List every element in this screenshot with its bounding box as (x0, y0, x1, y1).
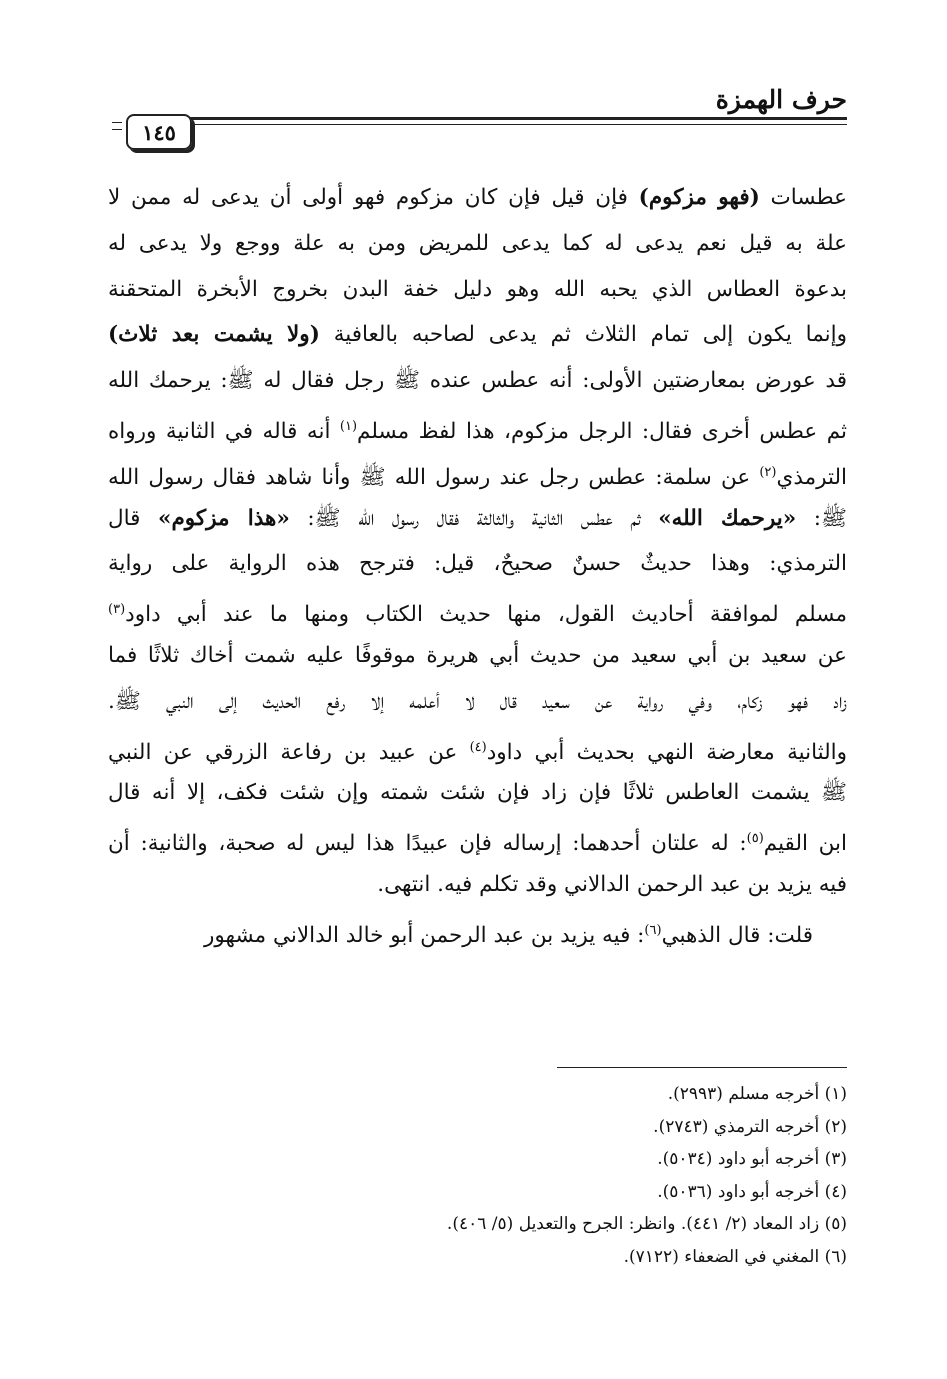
page-number: ١٤٥ (126, 114, 192, 150)
text-line (108, 312, 847, 358)
text-line (108, 450, 847, 496)
footnote-marker: (٦) (644, 922, 662, 938)
text-run: قد عورض بمعارضتين الأولى: أنه عطس عنده ﷺ رجل فقال له ﷺ: يرحمك الله (108, 368, 847, 394)
text-line (108, 862, 847, 908)
text-run: وإنما يكون إلى تمام الثلاث ثم يدعى لصاحبه بالعافية (319, 322, 847, 348)
text-run: ثم عطس أخرى فقال: الرجل مزكوم، هذا لفظ مسلم (357, 419, 847, 445)
text-run: ﷺ: (796, 505, 847, 531)
text-run: بدعوة العطاس الذي يحبه الله وهو دليل خفة البدن بخروج الأبخرة المتحقنة (108, 276, 847, 302)
text-run: زاد فهو زكام، وفي رواية عن سعيد قال لا أعلمه إلا رفع الحديث إلى النبي ﷺ. (108, 688, 847, 714)
header-rule-thick-line (190, 117, 847, 120)
footnote: (٣) أخرجه أبو داود (٥٠٣٤). (657, 1149, 847, 1169)
footnotes (108, 1078, 847, 1273)
text-line (108, 679, 847, 725)
footnote: (١) أخرجه مسلم (٢٩٩٣). (667, 1084, 847, 1104)
text-run: مسلم لموافقة أحاديث القول، منها حديث الكتاب ومنها ما عند أبي داود (125, 602, 847, 628)
text-run: فيه يزيد بن عبد الرحمن الدالاني وقد تكلم فيه. انتهى. (377, 871, 847, 897)
footnote: (٥) زاد المعاد (٢/ ٤٤١). وانظر: الجرح والتعديل (٥/ ٤٠٦). (446, 1214, 847, 1234)
footnote-marker: (١) (339, 418, 358, 434)
text-run: والثانية معارضة النهي بحديث أبي داود (486, 739, 847, 765)
text-run: ثم عطس الثانية والثالثة فقال رسول الله ﷺ: (289, 505, 659, 531)
text-line (108, 587, 847, 633)
bold-text: «هذا مزكوم» (158, 505, 290, 531)
footnote-marker: (٣) (108, 602, 126, 618)
footnote-marker: (٢) (759, 464, 777, 480)
body-text (108, 175, 847, 954)
text-line (108, 404, 847, 450)
text-run: الترمذي (776, 464, 847, 490)
text-run: عن سلمة: عطس رجل عند رسول الله ﷺ وأنا شاهد فقال رسول الله (108, 464, 760, 490)
text-run: قلت: قال الذهبي (661, 922, 813, 948)
text-run: قال (108, 505, 159, 531)
footnote-marker: (٤) (469, 739, 487, 755)
text-run: ﷺ يشمت العاطس ثلاثًا فإن زاد فإن شئت شمته وإن شئت فكف، إلا أنه قال (108, 780, 847, 806)
text-run: علة به قيل نعم يدعى له كما يدعى للمريض ومن به علة ووجع ولا يدعى له (108, 230, 847, 256)
text-line (108, 221, 847, 267)
header-rule-edge-mark (112, 122, 122, 130)
footnote-separator (557, 1067, 847, 1068)
text-line (108, 267, 847, 313)
text-line (108, 908, 847, 954)
text-run: : له علتان أحدهما: إرساله فإن عبيدًا هذا ليس له صحبة، والثانية: أن (108, 831, 747, 857)
text-line (108, 633, 847, 679)
bold-text: «يرحمك الله» (658, 505, 797, 531)
bold-text: (ولا يشمت بعد ثلاث) (108, 322, 320, 348)
text-run: ابن القيم (763, 831, 847, 857)
text-run: : فيه يزيد بن عبد الرحمن أبو خالد الدالاني مشهور (204, 922, 645, 948)
header-rule (112, 114, 847, 152)
text-line (108, 175, 847, 221)
running-title: حرف الهمزة (715, 85, 847, 114)
text-line (108, 816, 847, 862)
footnote: (٢) أخرجه الترمذي (٢٧٤٣). (653, 1116, 847, 1137)
text-line (108, 496, 847, 542)
text-run: عن سعيد بن أبي سعيد من حديث أبي هريرة موقوفًا عليه شمت أخاك ثلاثًا فما (108, 642, 847, 668)
text-run: أنه قاله في الثانية ورواه (108, 419, 340, 445)
text-line (108, 770, 847, 816)
footnote-marker: (٥) (746, 831, 764, 847)
text-line (108, 725, 847, 771)
text-run: عطسات (759, 185, 847, 210)
header-rule-thin-line (190, 124, 847, 125)
text-run: فإن قيل فإن كان مزكوم فهو أولى أن يدعى له ممن لا (108, 185, 639, 210)
text-run: الترمذي: وهذا حديثٌ حسنٌ صحيحٌ، قيل: فترجح هذه الرواية على رواية (108, 551, 847, 577)
text-line (108, 358, 847, 404)
footnote: (٤) أخرجه أبو داود (٥٠٣٦). (657, 1181, 847, 1202)
text-run: عن عبيد بن رفاعة الزرقي عن النبي (108, 739, 470, 765)
footnote: (٦) المغني في الضعفاء (٧١٢٢). (623, 1246, 847, 1267)
bold-text: (فهو مزكوم) (638, 185, 760, 210)
text-line (108, 541, 847, 587)
